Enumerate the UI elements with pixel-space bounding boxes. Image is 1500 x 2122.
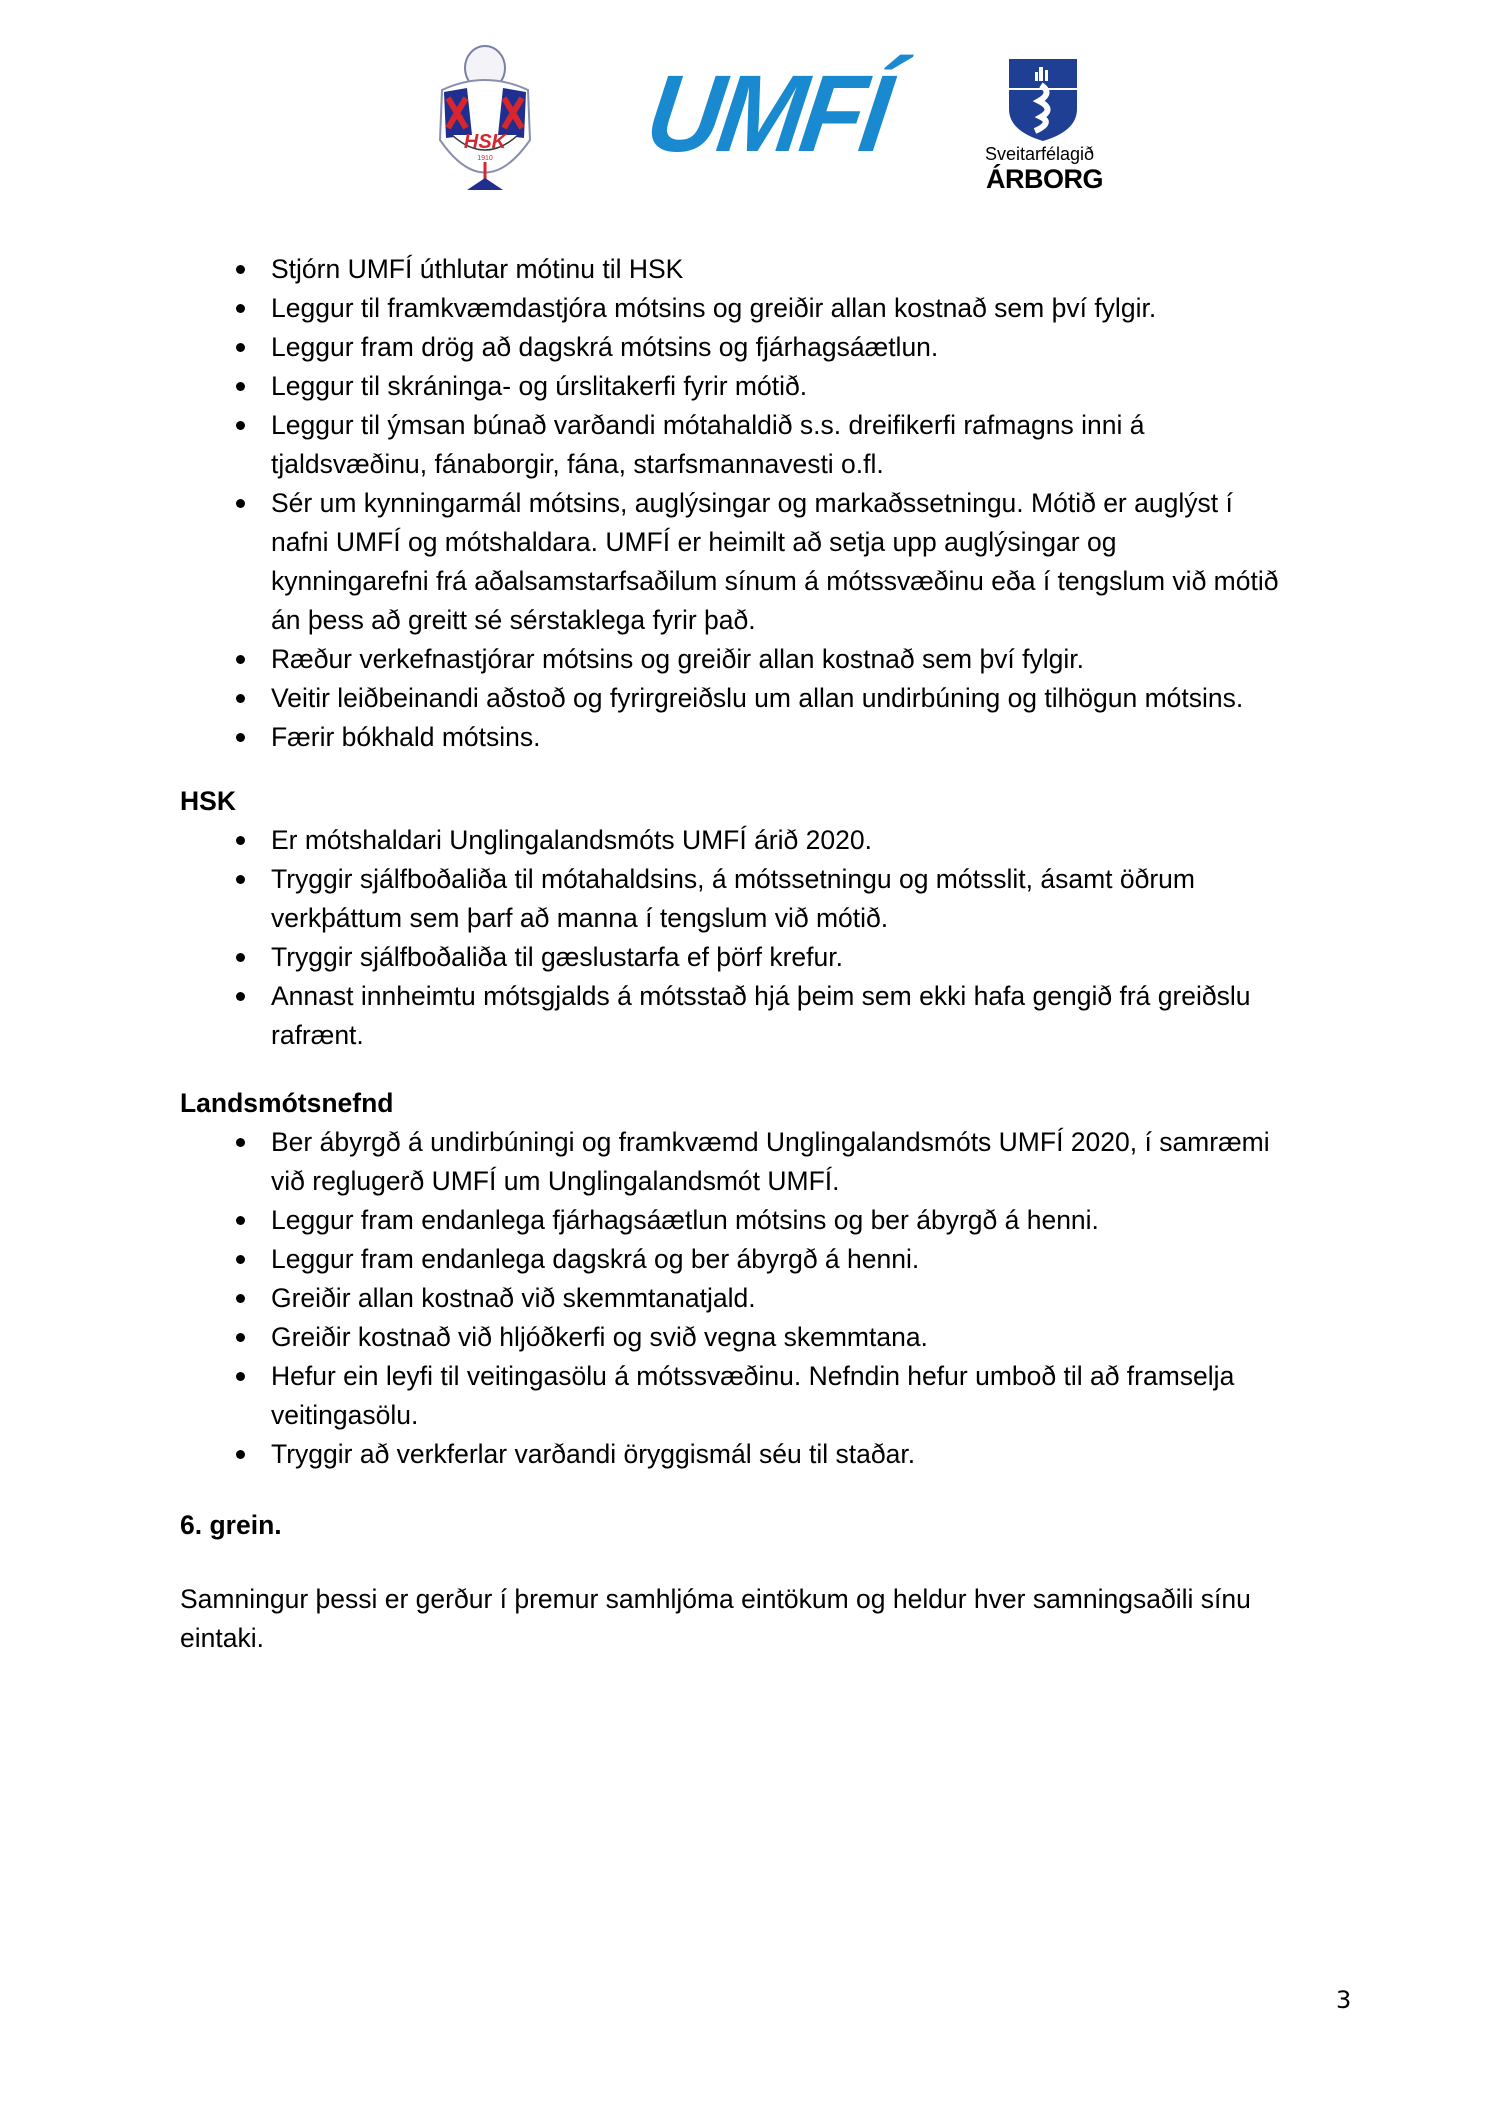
- bullet-icon: [236, 382, 245, 391]
- bullet-icon: [236, 421, 245, 430]
- bullet-icon: [236, 836, 245, 845]
- list-item-line: Greiðir allan kostnað við skemmtanatjald.: [271, 1283, 756, 1313]
- list-item: [180, 679, 1360, 718]
- list-item: [180, 640, 1360, 679]
- list-item-line: Ræður verkefnastjórar mótsins og greiðir allan kostnað sem því fylgir.: [271, 644, 1085, 674]
- list-item: [180, 328, 1360, 367]
- hsk-section: [180, 821, 1360, 1055]
- bullet-icon: [236, 1216, 245, 1225]
- list-item-line: verkþáttum sem þarf að manna í tengslum við mótið.: [271, 903, 889, 933]
- arborg-logo-line2: ÁRBORG: [986, 164, 1103, 194]
- bullet-icon: [236, 953, 245, 962]
- list-item: [180, 821, 1360, 860]
- bullet-icon: [236, 655, 245, 664]
- list-item-line: Ber ábyrgð á undirbúningi og framkvæmd Unglingalandsmóts UMFÍ 2020, í samræmi: [271, 1127, 1270, 1157]
- landsmotsnefnd-list: [180, 1123, 1360, 1474]
- bullet-icon: [236, 1138, 245, 1147]
- list-item-line: Leggur fram endanlega fjárhagsáætlun mótsins og ber ábyrgð á henni.: [271, 1205, 1099, 1235]
- list-item-line: við reglugerð UMFÍ um Unglingalandsmót UMFÍ.: [271, 1166, 840, 1196]
- list-item-line: Leggur til ýmsan búnað varðandi mótahaldið s.s. dreifikerfi rafmagns inni á: [271, 410, 1145, 440]
- hsk-heading: HSK: [180, 786, 236, 816]
- umfi-list: [180, 250, 1360, 757]
- list-item-line: Færir bókhald mótsins.: [271, 722, 541, 752]
- list-item: [180, 1123, 1360, 1201]
- hsk-logo: [432, 40, 538, 200]
- paragraph-line: eintaki.: [180, 1623, 264, 1653]
- page-number: 3: [1336, 1986, 1352, 2014]
- bullet-icon: [236, 733, 245, 742]
- list-item-line: Leggur til skráninga- og úrslitakerfi fyrir mótið.: [271, 371, 808, 401]
- landsmotsnefnd-heading: Landsmótsnefnd: [180, 1088, 394, 1118]
- umfi-responsibilities: [180, 250, 1360, 757]
- grein6-heading: 6. grein.: [180, 1510, 282, 1540]
- list-item: [180, 250, 1360, 289]
- grein6-paragraph: [180, 1580, 1360, 1658]
- list-item-line: Leggur fram drög að dagskrá mótsins og fjárhagsáætlun.: [271, 332, 939, 362]
- list-item-line: Hefur ein leyfi til veitingasölu á mótssvæðinu. Nefndin hefur umboð til að framselja: [271, 1361, 1235, 1391]
- list-item-line: Greiðir kostnað við hljóðkerfi og svið vegna skemmtana.: [271, 1322, 928, 1352]
- bullet-icon: [236, 1372, 245, 1381]
- list-item: [180, 977, 1360, 1055]
- list-item-line: rafrænt.: [271, 1020, 364, 1050]
- list-item: [180, 1201, 1360, 1240]
- list-item: [180, 1318, 1360, 1357]
- list-item: [180, 1279, 1360, 1318]
- list-item: [180, 484, 1360, 640]
- bullet-icon: [236, 265, 245, 274]
- bullet-icon: [236, 992, 245, 1001]
- list-item-line: Leggur til framkvæmdastjóra mótsins og greiðir allan kostnað sem því fylgir.: [271, 293, 1157, 323]
- list-item: [180, 718, 1360, 757]
- list-item: [180, 860, 1360, 938]
- bullet-icon: [236, 304, 245, 313]
- list-item-line: tjaldsvæðinu, fánaborgir, fána, starfsmannavesti o.fl.: [271, 449, 884, 479]
- list-item: [180, 1357, 1360, 1435]
- list-item: [180, 367, 1360, 406]
- bullet-icon: [236, 499, 245, 508]
- landsmotsnefnd-section: [180, 1123, 1360, 1474]
- bullet-icon: [236, 1450, 245, 1459]
- list-item: [180, 938, 1360, 977]
- list-item-line: Annast innheimtu mótsgjalds á mótsstað hjá þeim sem ekki hafa gengið frá greiðslu: [271, 981, 1251, 1011]
- list-item: [180, 1435, 1360, 1474]
- list-item: [180, 406, 1360, 484]
- arborg-shield-logo: [1009, 59, 1077, 141]
- list-item-line: Veitir leiðbeinandi aðstoð og fyrirgreiðslu um allan undirbúning og tilhögun mótsins.: [271, 683, 1244, 713]
- bullet-icon: [236, 343, 245, 352]
- list-item-line: Tryggir sjálfboðaliða til mótahaldsins, á mótssetningu og mótsslit, ásamt öðrum: [271, 864, 1195, 894]
- arborg-logo-line1: Sveitarfélagið: [985, 144, 1095, 164]
- umfi-logo: UMFÍ: [639, 53, 895, 175]
- bullet-icon: [236, 694, 245, 703]
- bullet-icon: [236, 1294, 245, 1303]
- list-item-line: Stjórn UMFÍ úthlutar mótinu til HSK: [271, 254, 684, 284]
- list-item-line: nafni UMFÍ og mótshaldara. UMFÍ er heimilt að setja upp auglýsingar og: [271, 527, 1117, 557]
- list-item: [180, 1240, 1360, 1279]
- list-item-line: veitingasölu.: [271, 1400, 419, 1430]
- list-item-line: án þess að greitt sé sérstaklega fyrir það.: [271, 605, 756, 635]
- hsk-logo-text: HSK: [463, 131, 507, 153]
- paragraph-line: Samningur þessi er gerður í þremur samhljóma eintökum og heldur hver samningsaðili sínu: [180, 1584, 1251, 1614]
- list-item-line: Er mótshaldari Unglingalandsmóts UMFÍ árið 2020.: [271, 825, 872, 855]
- hsk-list: [180, 821, 1360, 1055]
- list-item-line: Sér um kynningarmál mótsins, auglýsingar og markaðssetningu. Mótið er auglýst í: [271, 488, 1233, 518]
- bullet-icon: [236, 1255, 245, 1264]
- bullet-icon: [236, 1333, 245, 1342]
- list-item-line: Tryggir sjálfboðaliða til gæslustarfa ef þörf krefur.: [271, 942, 843, 972]
- svg-text:1910: 1910: [477, 155, 493, 162]
- list-item: [180, 289, 1360, 328]
- list-item-line: Tryggir að verkferlar varðandi öryggismál séu til staðar.: [271, 1439, 916, 1469]
- list-item-line: Leggur fram endanlega dagskrá og ber ábyrgð á henni.: [271, 1244, 920, 1274]
- list-item-line: kynningarefni frá aðalsamstarfsaðilum sínum á mótssvæðinu eða í tengslum við mótið: [271, 566, 1279, 596]
- bullet-icon: [236, 875, 245, 884]
